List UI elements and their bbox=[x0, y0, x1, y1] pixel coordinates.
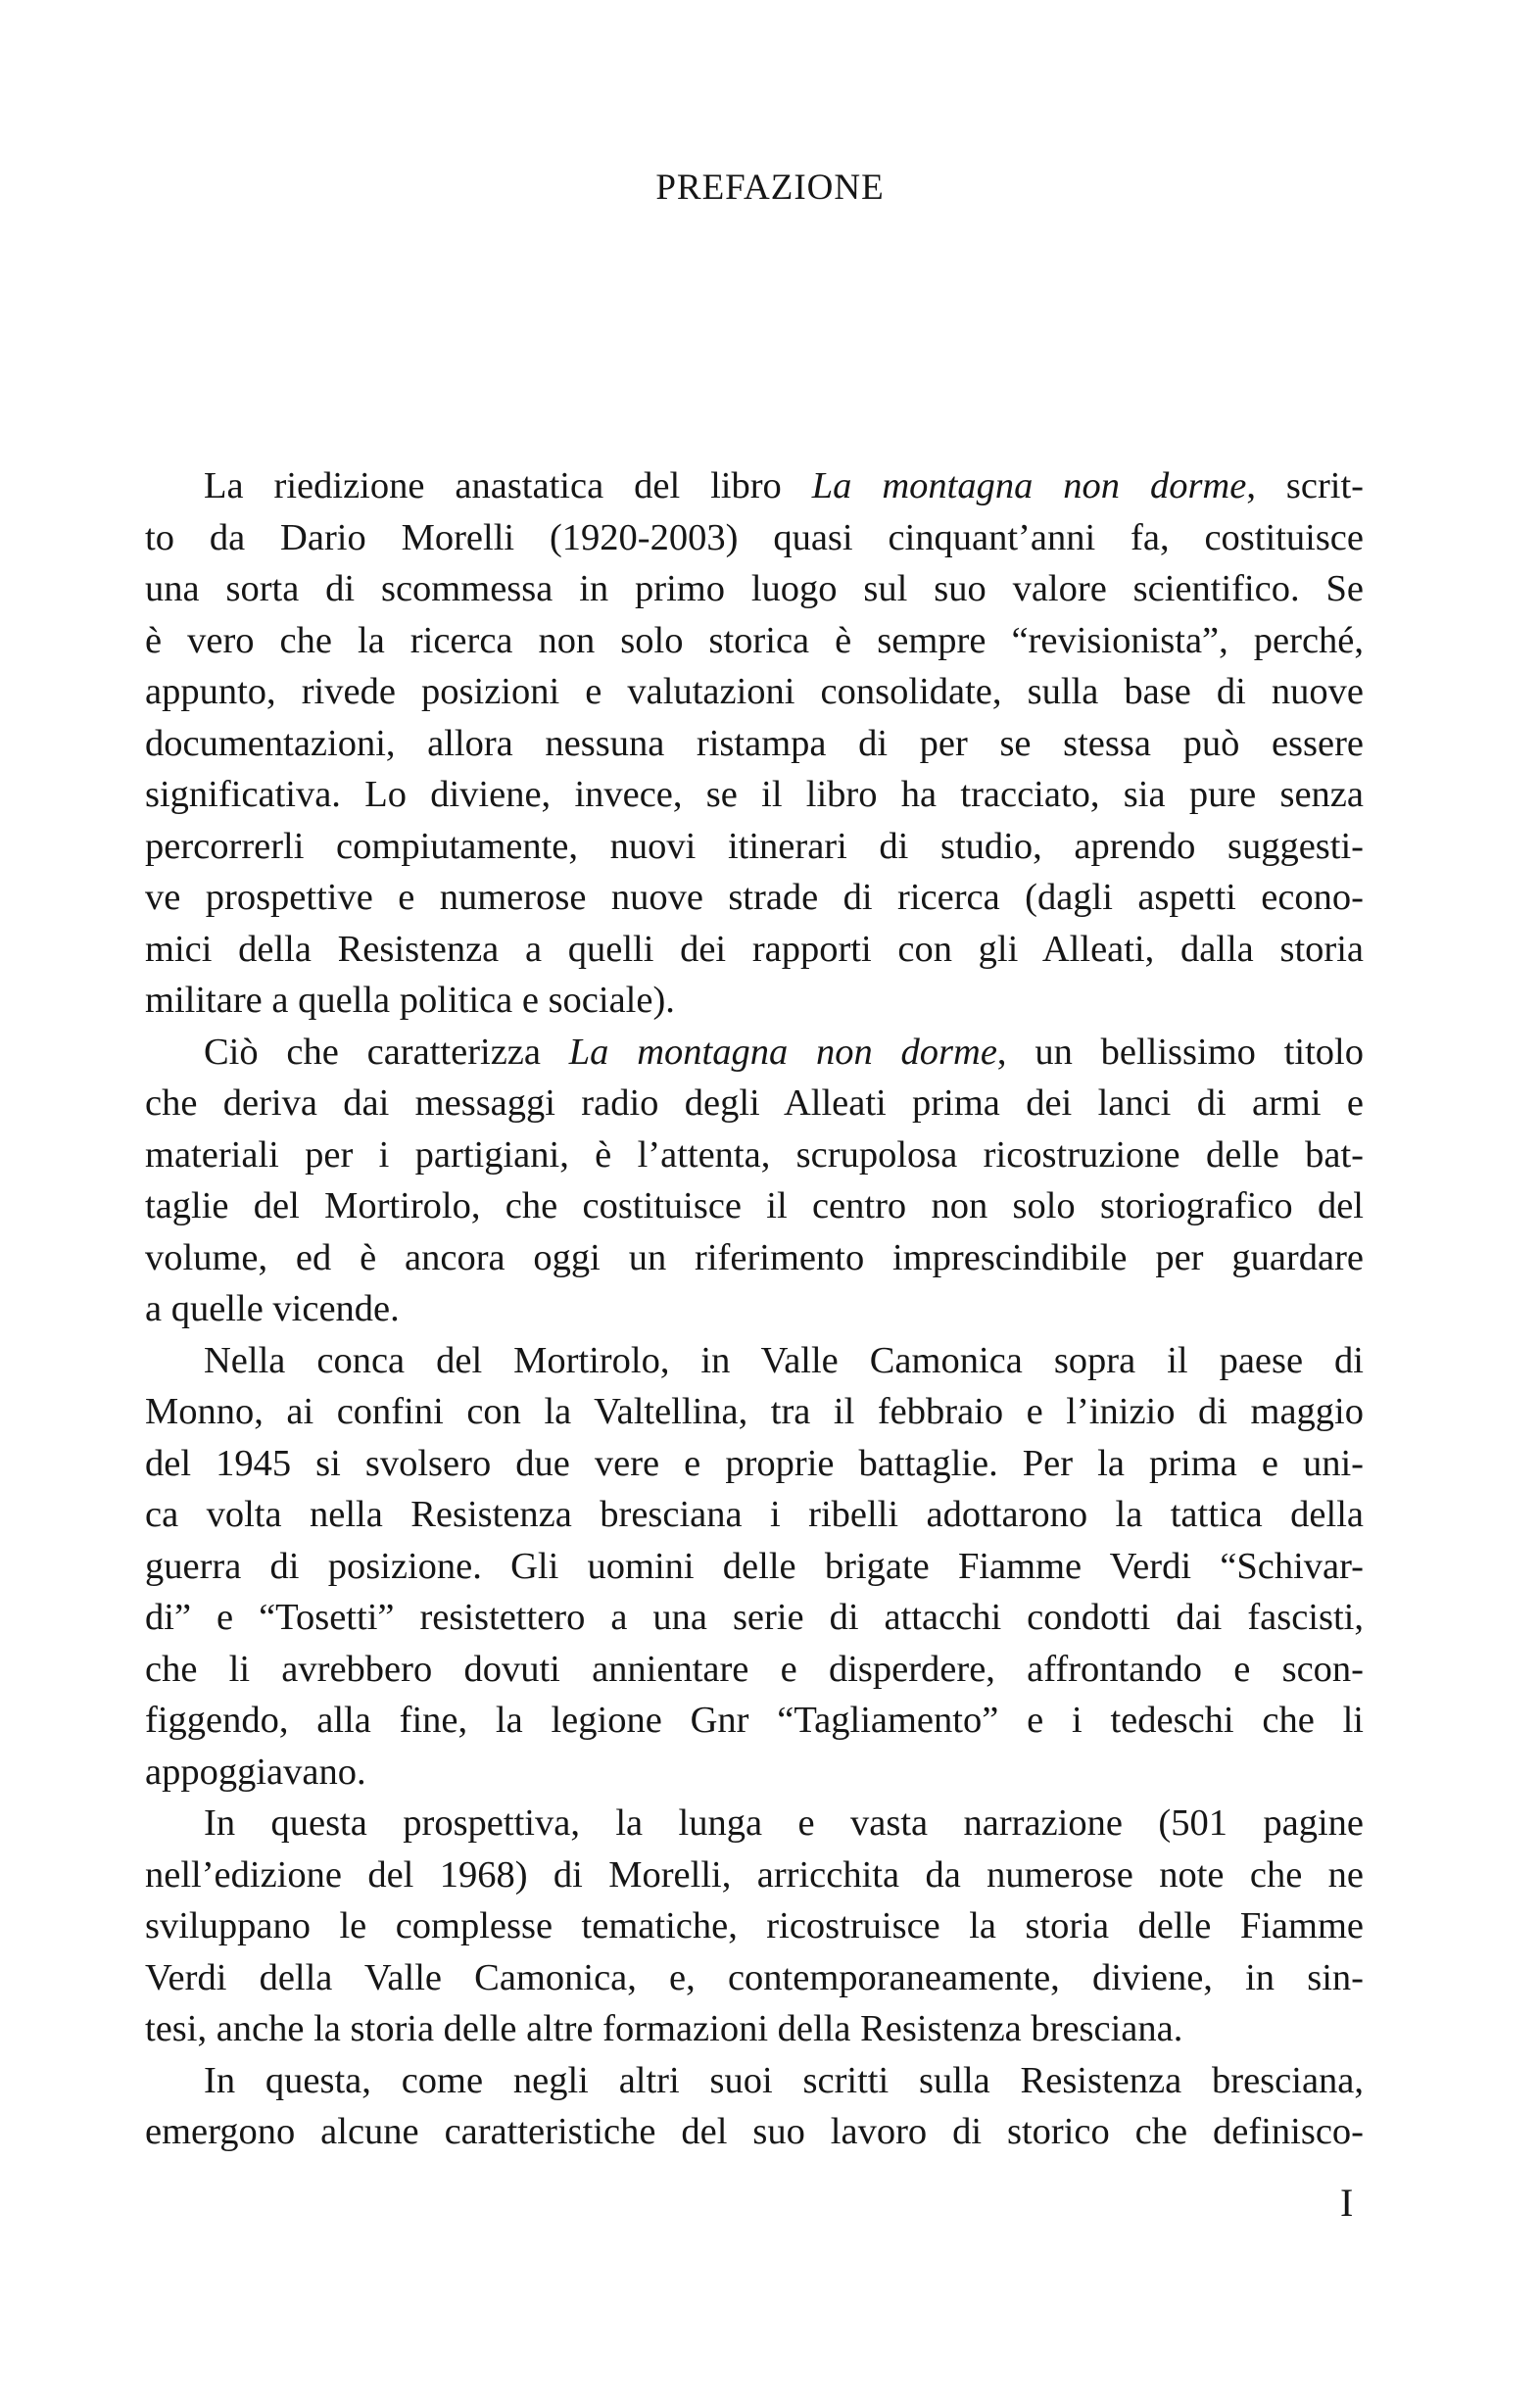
text-line bbox=[145, 924, 1364, 976]
preface-body bbox=[145, 460, 1364, 2158]
text-segment: di” e “Tosetti” resistettero a una serie di attacchi condotti dai fascisti, bbox=[145, 1597, 1364, 1638]
text-segment: Nella conca del Mortirolo, in Valle Camonica sopra il paese di bbox=[204, 1339, 1364, 1381]
text-segment: Verdi della Valle Camonica, e, contemporaneamente, diviene, in sin- bbox=[145, 1956, 1364, 1998]
text-line bbox=[145, 718, 1364, 770]
text-segment: mici della Resistenza a quelli dei rapporti con gli Alleati, dalla storia bbox=[145, 928, 1364, 970]
text-line bbox=[145, 1078, 1364, 1129]
text-line bbox=[145, 1180, 1364, 1232]
text-segment: volume, ed è ancora oggi un riferimento imprescindibile per guardare bbox=[145, 1236, 1364, 1278]
text-segment: In questa prospettiva, la lunga e vasta narrazione (501 pagine bbox=[204, 1802, 1364, 1844]
text-segment: significativa. Lo diviene, invece, se il libro ha tracciato, sia pure senza bbox=[145, 774, 1364, 815]
text-line bbox=[145, 1849, 1364, 1901]
text-segment: to da Dario Morelli (1920-2003) quasi cinquant’anni fa, costituisce bbox=[145, 516, 1364, 558]
text-segment: , un bellissimo titolo bbox=[996, 1031, 1364, 1073]
text-line bbox=[145, 1438, 1364, 1490]
text-segment: Ciò che caratterizza bbox=[204, 1031, 569, 1073]
text-segment: è vero che la ricerca non solo storica è sempre “revisionista”, perché, bbox=[145, 619, 1364, 661]
text-segment: appunto, rivede posizioni e valutazioni consolidate, sulla base di nuove bbox=[145, 671, 1364, 712]
text-line bbox=[145, 1283, 1364, 1335]
text-line bbox=[145, 1129, 1364, 1181]
text-segment: , scrit- bbox=[1246, 465, 1364, 506]
text-line bbox=[145, 1644, 1364, 1696]
text-line bbox=[145, 1541, 1364, 1593]
page-number: I bbox=[1340, 2181, 1354, 2225]
text-line bbox=[145, 1695, 1364, 1747]
page-title: PREFAZIONE bbox=[655, 168, 885, 208]
text-segment: In questa, come negli altri suoi scritti sulla Resistenza bresciana, bbox=[204, 2059, 1364, 2101]
text-line bbox=[145, 2003, 1364, 2055]
text-line bbox=[145, 769, 1364, 821]
text-line bbox=[145, 1027, 1364, 1079]
text-line bbox=[145, 975, 1364, 1027]
text-segment: figgendo, alla fine, la legione Gnr “Tagliamento” e i tedeschi che li bbox=[145, 1700, 1364, 1741]
text-line bbox=[145, 1747, 1364, 1799]
text-line bbox=[145, 821, 1364, 873]
text-segment: ve prospettive e numerose nuove strade di ricerca (dagli aspetti econo- bbox=[145, 877, 1364, 918]
text-line bbox=[145, 1386, 1364, 1438]
text-line bbox=[145, 1335, 1364, 1387]
book-title-italic: La montagna non dorme bbox=[568, 1031, 997, 1073]
text-segment: militare a quella politica e sociale). bbox=[145, 980, 675, 1021]
text-segment: una sorta di scommessa in primo luogo sul suo valore scientifico. Se bbox=[145, 568, 1364, 609]
text-segment: tesi, anche la storia delle altre formazioni della Resistenza bresciana. bbox=[145, 2008, 1183, 2049]
text-segment: che li avrebbero dovuti annientare e disperdere, affrontando e scon- bbox=[145, 1648, 1364, 1690]
text-segment: documentazioni, allora nessuna ristampa di per se stessa può essere bbox=[145, 722, 1364, 764]
text-segment: sviluppano le complesse tematiche, ricostruisce la storia delle Fiamme bbox=[145, 1905, 1364, 1946]
text-line bbox=[145, 1232, 1364, 1284]
text-line bbox=[145, 1900, 1364, 1952]
text-segment: ca volta nella Resistenza bresciana i ribelli adottarono la tattica della bbox=[145, 1494, 1364, 1535]
text-segment: a quelle vicende. bbox=[145, 1288, 400, 1329]
book-title-italic: La montagna non dorme bbox=[811, 465, 1247, 506]
text-segment: appoggiavano. bbox=[145, 1751, 366, 1793]
text-line bbox=[145, 1592, 1364, 1644]
text-segment: nell’edizione del 1968) di Morelli, arricchita da numerose note che ne bbox=[145, 1853, 1364, 1896]
text-segment: del 1945 si svolsero due vere e proprie battaglie. Per la prima e uni- bbox=[145, 1442, 1364, 1484]
text-segment: emergono alcune caratteristiche del suo lavoro di storico che definisco- bbox=[145, 2111, 1364, 2152]
text-line bbox=[145, 563, 1364, 615]
text-segment: La riedizione anastatica del libro bbox=[204, 465, 812, 506]
text-line bbox=[145, 512, 1364, 564]
text-segment: che deriva dai messaggi radio degli Alleati prima dei lanci di armi e bbox=[145, 1082, 1364, 1124]
text-line bbox=[145, 1489, 1364, 1541]
text-line bbox=[145, 1798, 1364, 1849]
text-segment: taglie del Mortirolo, che costituisce il centro non solo storiografico del bbox=[145, 1185, 1364, 1226]
text-line bbox=[145, 615, 1364, 667]
text-segment: Monno, ai confini con la Valtellina, tra il febbraio e l’inizio di maggio bbox=[145, 1391, 1364, 1432]
text-line bbox=[145, 872, 1364, 924]
text-line bbox=[145, 2106, 1364, 2158]
text-segment: guerra di posizione. Gli uomini delle brigate Fiamme Verdi “Schivar- bbox=[145, 1545, 1364, 1587]
text-line bbox=[145, 2055, 1364, 2107]
text-segment: materiali per i partigiani, è l’attenta, scrupolosa ricostruzione delle bat- bbox=[145, 1133, 1364, 1176]
text-line bbox=[145, 666, 1364, 718]
text-line bbox=[145, 460, 1364, 512]
text-line bbox=[145, 1952, 1364, 2004]
text-segment: percorrerli compiutamente, nuovi itinerari di studio, aprendo suggesti- bbox=[145, 825, 1364, 867]
